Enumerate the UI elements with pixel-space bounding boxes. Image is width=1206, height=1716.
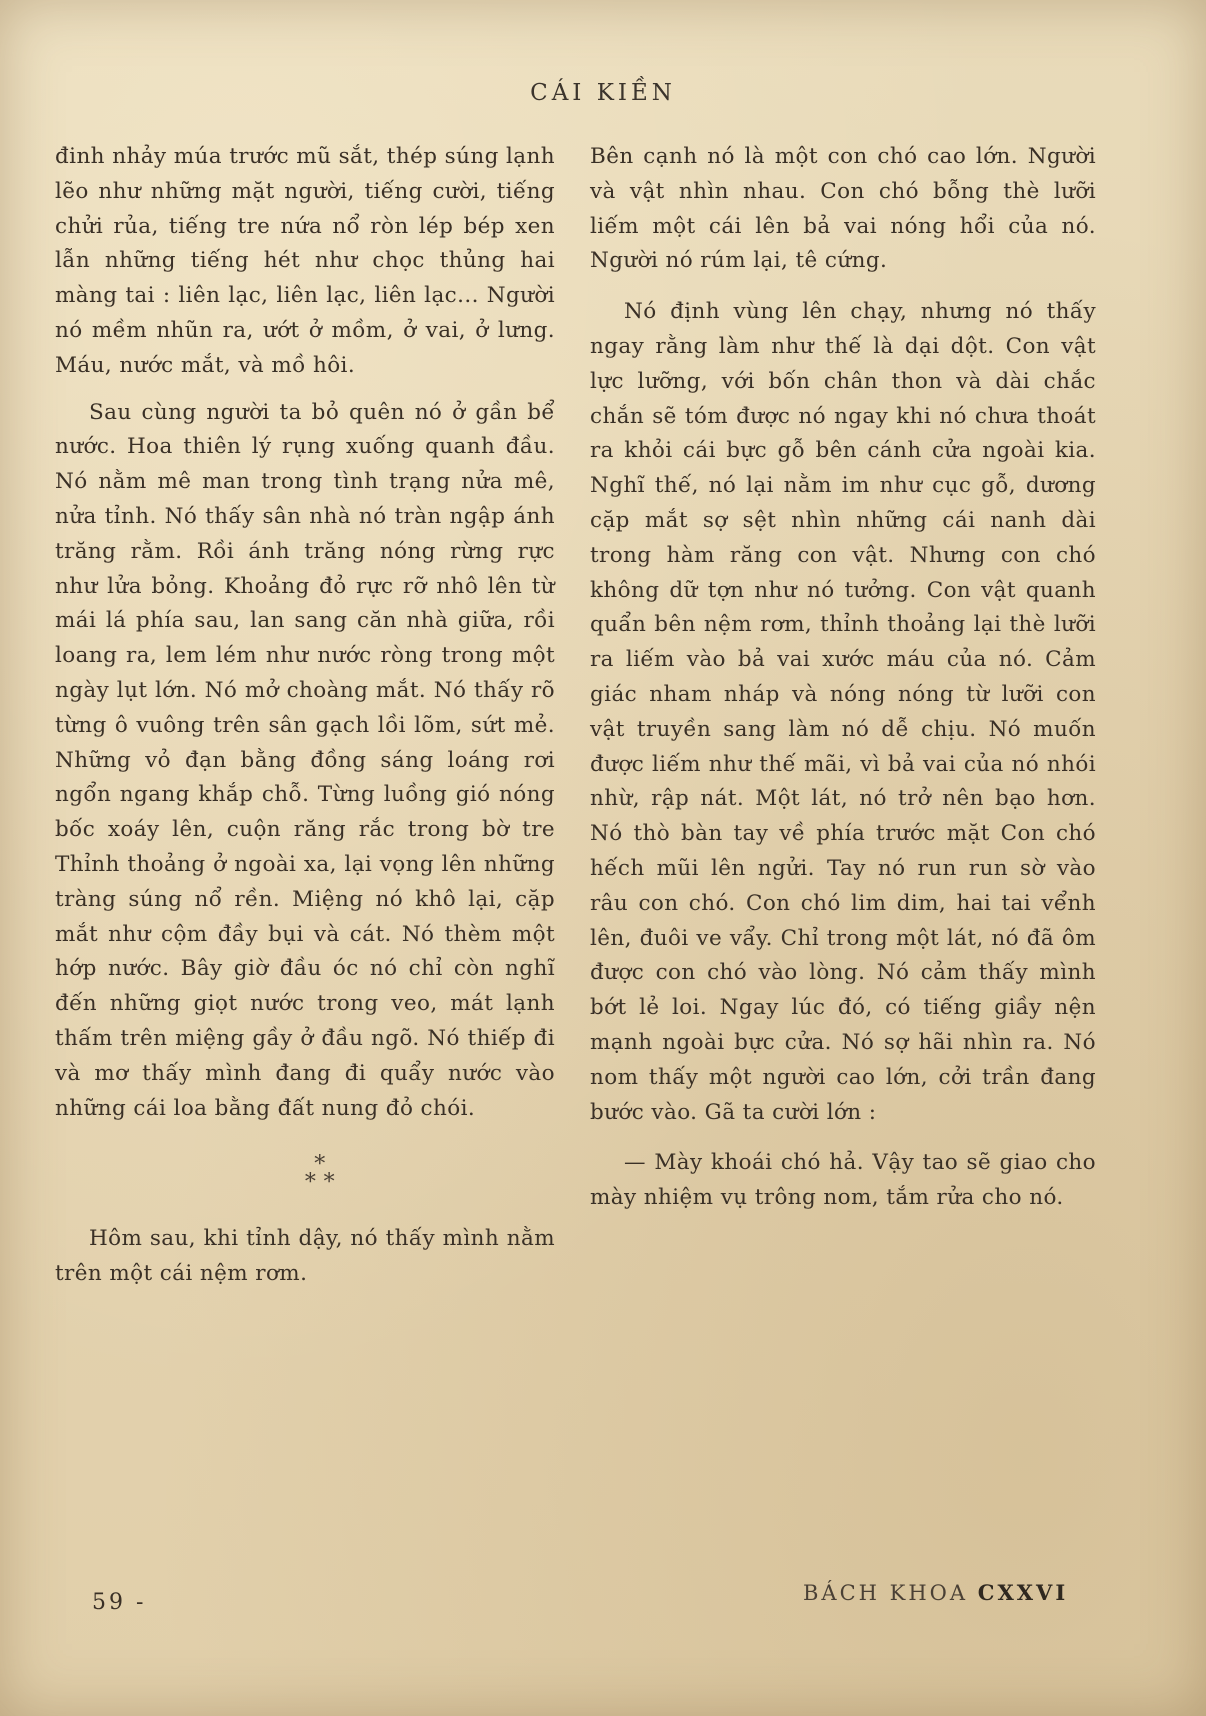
asterism-top: * — [314, 1152, 326, 1178]
body-paragraph: Hôm sau, khi tỉnh dậy, nó thấy mình nằm trên một cái nệm rơm. — [55, 1226, 555, 1287]
section-break — [85, 1152, 555, 1196]
page-number: 59 - — [92, 1590, 147, 1615]
issue-number: CXXVI — [977, 1580, 1069, 1605]
body-paragraph: — Mày khoái chó hả. Vậy tao sẽ giao cho mày nhiệm vụ trông nom, tắm rửa cho nó. — [590, 1150, 1096, 1211]
publication-name: BÁCH KHOA — [803, 1581, 969, 1605]
running-title: CÁI KIỀN — [530, 80, 676, 106]
right-column — [590, 140, 1096, 1216]
body-paragraph: Bên cạnh nó là một con chó cao lớn. Người và vật nhìn nhau. Con chó bỗng thè lưỡi liếm một cái lên bả vai nóng hổi của nó. Người nó rúm lại, tê cứng. — [590, 144, 1096, 274]
left-column — [55, 140, 555, 1292]
body-paragraph: Nó định vùng lên chạy, nhưng nó thấy ngay rằng làm như thế là dại dột. Con vật lực lưỡng, với bốn chân thon và dài chắc chắn sẽ tóm được nó ngay khi nó chưa thoát ra khỏi cái bực gỗ bên cánh cửa ngoài kia. Nghĩ thế, nó lại nằm im như cục gỗ, dương cặp mắt sợ sệt nhìn những cái nanh dài trong hàm răng con vật. Nhưng con chó không dữ tợn như nó tưởng. Con vật quanh quẩn bên nệm rơm, thỉnh thoảng lại thè lưỡi ra liếm vào bả vai xước máu của nó. Cảm giác nham nháp và nóng nóng từ lưỡi con vật truyền sang làm nó dễ chịu. Nó muốn được liếm như thế mãi, vì bả vai của nó nhói nhừ, rập nát. Một lát, nó trở nên bạo hơn. Nó thò bàn tay về phía trước mặt Con chó hếch mũi lên ngửi. Tay nó run run sờ vào râu con chó. Con chó lim dim, hai tai vểnh lên, đuôi ve vẩy. Chỉ trong một lát, nó đã ôm được con chó vào lòng. Nó cảm thấy mình bớt lẻ loi. Ngay lúc đó, có tiếng giầy nện mạnh ngoài bực cửa. Nó sợ hãi nhìn ra. Nó nom thấy một người cao lớn, cởi trần đang bước vào. Gã ta cười lớn : — [590, 299, 1096, 1125]
body-paragraph: đinh nhảy múa trước mũ sắt, thép súng lạnh lẽo như những mặt người, tiếng cười, tiếng chửi rủa, tiếng tre nứa nổ ròn lép bép xen lẫn những tiếng hét như chọc thủng hai màng tai : liên lạc, liên lạc, liên lạc... Người nó mềm nhũn ra, ướt ở mồm, ở vai, ở lưng. Máu, nước mắt, và mồ hôi. — [55, 144, 555, 378]
asterism-bottom: * * — [304, 1170, 336, 1196]
publication-footer — [803, 1580, 1103, 1605]
body-paragraph: Sau cùng người ta bỏ quên nó ở gần bể nước. Hoa thiên lý rụng xuống quanh đầu. Nó nằm mê man trong tình trạng nửa mê, nửa tỉnh. Nó thấy sân nhà nó tràn ngập ánh trăng rằm. Rồi ánh trăng nóng rừng rực như lửa bỏng. Khoảng đỏ rực rỡ nhô lên từ mái lá phía sau, lan sang căn nhà giữa, rồi loang ra, lem lém như nước ròng trong một ngày lụt lớn. Nó mở choàng mắt. Nó thấy rõ từng ô vuông trên sân gạch lồi lõm, sứt mẻ. Những vỏ đạn bằng đồng sáng loáng rơi ngổn ngang khắp chỗ. Từng luồng gió nóng bốc xoáy lên, cuộn răng rắc trong bờ tre Thỉnh thoảng ở ngoài xa, lại vọng lên những tràng súng nổ rền. Miệng nó khô lại, cặp mắt như cộm đầy bụi và cát. Nó thèm một hớp nước. Bây giờ đầu óc nó chỉ còn nghĩ đến những giọt nước trong veo, mát lạnh thấm trên miệng gầy ở đầu ngõ. Nó thiếp đi và mơ thấy mình đang đi quẩy nước vào những cái loa bằng đất nung đỏ chói. — [55, 399, 555, 1121]
